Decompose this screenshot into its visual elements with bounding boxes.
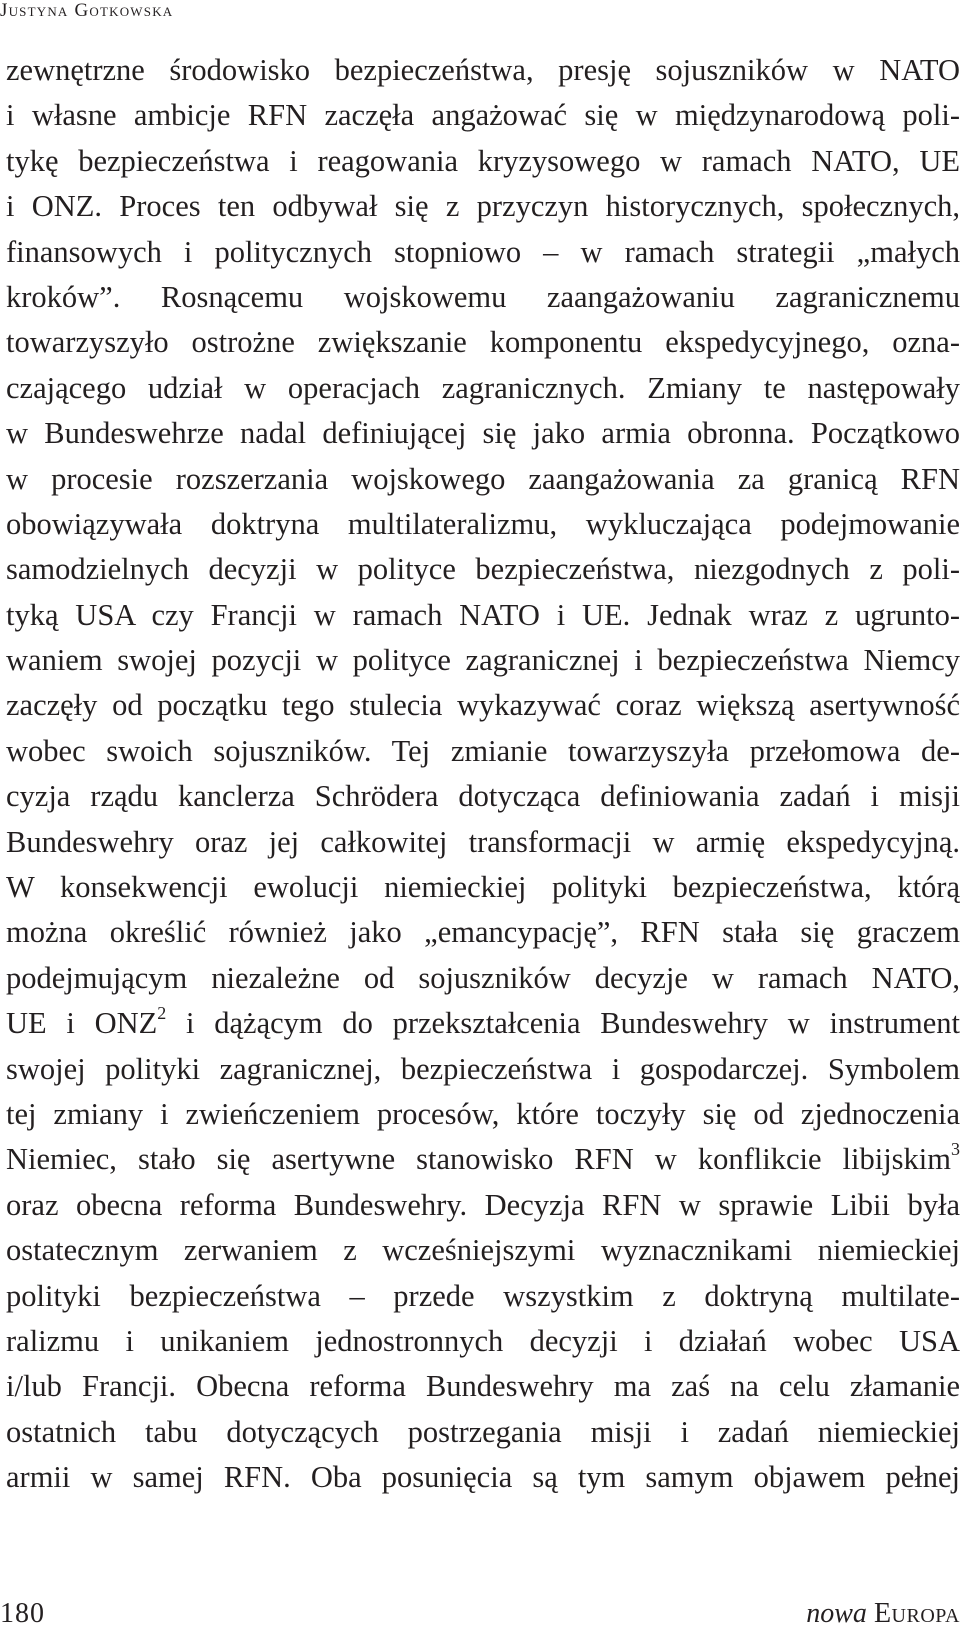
text-line: ostatecznym zerwaniem z wcześniejszymi wyznacznikami niemieckiej [6,1233,960,1268]
text-line: towarzyszyło ostrożne zwiększanie komponentu ekspedycyjnego, ozna- [6,325,960,360]
text-line: obowiązywała doktryna multilateralizmu, wykluczająca podejmowanie [6,506,960,541]
text-line: w Bundeswehrze nadal definiującej się jako armia obronna. Początkowo [6,416,960,451]
text-line: ralizmu i unikaniem jednostronnych decyzji i działań wobec USA [6,1323,960,1358]
text-line: armii w samej RFN. Oba posunięcia są tym samym objawem pełnej [6,1460,960,1495]
body-text [6,48,960,1501]
text-line: podejmującym niezależne od sojuszników decyzje w ramach NATO, [6,960,960,995]
journal-name-italic: nowa [806,1598,867,1629]
footnote-ref[interactable]: 3 [951,1139,960,1160]
text-line: W konsekwencji ewolucji niemieckiej polityki bezpieczeństwa, którą [6,870,960,905]
text-line-with-footnote [6,1137,960,1182]
text-line: oraz obecna reforma Bundeswehry. Decyzja RFN w sprawie Libii była [6,1187,960,1222]
text-line: tej zmiany i zwieńczeniem procesów, które toczyły się od zjednoczenia [6,1096,960,1131]
text-line: polityki bezpieczeństwa – przede wszystkim z doktryną multilate- [6,1278,960,1313]
text-line: cyzja rządu kanclerza Schrödera dotycząca definiowania zadań i misji [6,779,960,814]
journal-name-caps: Europa [873,1598,960,1629]
text-line: tyką USA czy Francji w ramach NATO i UE. Jednak wraz z ugrunto- [6,597,960,632]
page-footer [0,1596,960,1632]
running-head-author [0,0,173,22]
footnote-ref[interactable]: 2 [157,1003,167,1024]
text-line: samodzielnych decyzji w polityce bezpieczeństwa, niezgodnych z poli- [6,552,960,587]
text-line: zaczęły od początku tego stulecia wykazywać coraz większą asertywność [6,688,960,723]
text-line: można określić również jako „emancypację”, RFN stała się graczem [6,915,960,950]
text-line: czającego udział w operacjach zagranicznych. Zmiany te następowały [6,370,960,405]
text-line: wobec swoich sojuszników. Tej zmianie towarzyszyła przełomowa de- [6,733,960,768]
text-line: zewnętrzne środowisko bezpieczeństwa, presję sojuszników w NATO [6,53,960,87]
text-segment: UE i ONZ [6,1006,158,1041]
text-line: w procesie rozszerzania wojskowego zaangażowania za granicą RFN [6,461,960,496]
author-name: Justyna Gotkowska [0,0,174,21]
text-line-with-footnote [6,1001,960,1046]
text-line: i ONZ. Proces ten odbywał się z przyczyn historycznych, społecznych, [6,189,960,224]
text-line: tykę bezpieczeństwa i reagowania kryzysowego w ramach NATO, UE [6,143,960,178]
text-segment: Niemiec, stało się asertywne stanowisko RFN w konflikcie libijskim [6,1142,951,1177]
text-line: i/lub Francji. Obecna reforma Bundeswehry ma zaś na celu złamanie [6,1369,960,1404]
text-line: Bundeswehry oraz jej całkowitej transformacji w armię ekspedycyjną. [6,824,960,859]
text-line: finansowych i politycznych stopniowo – w ramach strategii „małych [6,234,960,269]
text-line: waniem swojej pozycji w polityce zagranicznej i bezpieczeństwa Niemcy [6,643,960,678]
text-line: i własne ambicje RFN zaczęła angażować się w międzynarodową poli- [6,98,960,133]
text-line: swojej polityki zagranicznej, bezpieczeństwa i gospodarczej. Symbolem [6,1051,960,1086]
journal-name [806,1598,960,1630]
text-line: kroków”. Rosnącemu wojskowemu zaangażowaniu zagranicznemu [6,279,960,314]
text-segment: i dążącym do przekształcenia Bundeswehry w instrument [166,1006,960,1041]
page-number: 180 [0,1598,45,1629]
text-line: ostatnich tabu dotyczących postrzegania misji i zadań niemieckiej [6,1414,960,1449]
